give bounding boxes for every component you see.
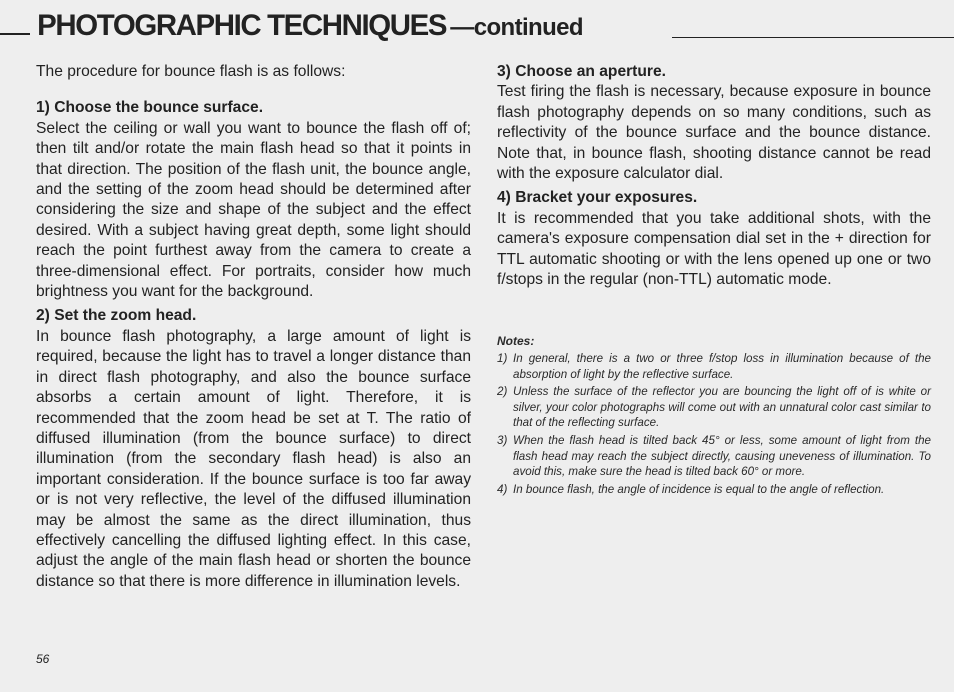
left-column <box>36 62 471 592</box>
notes-block <box>497 334 931 497</box>
section-body-aperture: Test firing the flash is necessary, because exposure in bounce flash photography depends on so many conditions, such as reflectivity of the bounce surface and the bounce distance. Note that, in bounce flash, shooting distance cannot be read with the exposure calculator dial. <box>497 83 931 183</box>
section-body-bracket: It is recommended that you take additional shots, with the camera's exposure compensation dial set in the + direction for TTL automatic shooting or with the lens opened up one or two f/stops in the regular (non-TTL) automatic mode. <box>497 209 931 289</box>
page-title <box>33 6 583 48</box>
notes-title: Notes: <box>497 334 535 349</box>
intro-text: The procedure for bounce flash is as follows: <box>36 63 346 80</box>
note-text: In general, there is a two or three f/stop loss in illumination because of the absorption of light by the reflective surface. <box>513 352 931 381</box>
note-item <box>497 482 931 498</box>
section-heading-zoom-head: 2) Set the zoom head. <box>36 307 197 325</box>
spacer <box>497 290 931 334</box>
note-item <box>497 351 931 382</box>
note-item <box>497 433 931 480</box>
note-item <box>497 384 931 431</box>
section-body-zoom-head: In bounce flash photography, a large amount of light is required, because the light has to travel a longer distance than in direct flash photography, and also the bounce surface absorbs a certain amount of light. Therefore, it is recommended that the zoom head be set at T. The ratio of diffused illumination (from the bounce surface) to direct illumination (from the secondary flash head) is also an important consideration. If the bounce surface is too far away or is not very reflective, the level of the diffused illumination may be almost the same as the direct illumination, thus effectively cancelling the diffused lighting effect. In this case, adjust the angle of the main flash head or shorten the bounce distance so that there is more difference in illumination levels. <box>36 327 471 590</box>
page-number: 56 <box>36 652 50 666</box>
header-rule-left <box>0 33 30 35</box>
note-number: 2) <box>497 385 508 399</box>
right-column <box>497 62 931 499</box>
note-text: When the flash head is tilted back 45° or less, some amount of light from the flash head may reach the subject directly, causing uneveness of illumination. To avoid this, make sure the head is tilted back 60° or more. <box>513 434 931 479</box>
section-body-bounce-surface: Select the ceiling or wall you want to bounce the flash off of; then tilt and/or rotate the main flash head so that it points in that direction. The position of the flash unit, the bounce angle, and the setting of the zoom head should be determined after considering the size and shape of the subject and the effect desired. With a subject having great depth, some light should reach the point furthest away from the camera to create a three-dimensional effect. For portraits, consider how much brightness you want for the background. <box>36 119 471 301</box>
note-number: 3) <box>497 434 508 448</box>
note-text: Unless the surface of the reflector you are bouncing the light off of is white or silver, your color photographs will come out with an unnatural color cast similar to that of the reflecting surface. <box>513 385 931 430</box>
header-rule-right <box>672 37 954 38</box>
title-main: PHOTOGRAPHIC TECHNIQUES <box>37 9 447 42</box>
section-heading-aperture: 3) Choose an aperture. <box>497 63 666 80</box>
page-header <box>0 6 954 46</box>
note-number: 4) <box>497 482 508 496</box>
section-heading-bounce-surface: 1) Choose the bounce surface. <box>36 99 264 117</box>
section-heading-bracket: 4) Bracket your exposures. <box>497 189 698 207</box>
note-text: In bounce flash, the angle of incidence is equal to the angle of reflection. <box>513 482 885 496</box>
note-number: 1) <box>497 352 508 366</box>
title-continued: —continued <box>450 14 583 41</box>
